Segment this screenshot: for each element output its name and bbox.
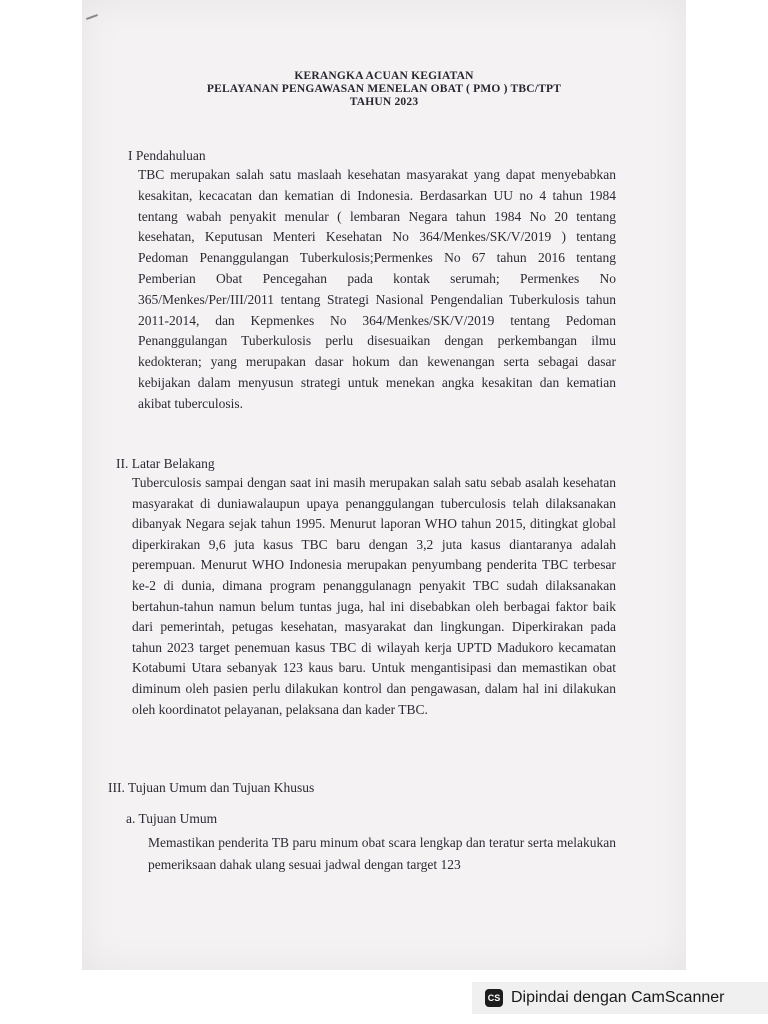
title-line-2: PELAYANAN PENGAWASAN MENELAN OBAT ( PMO ) TBC/TPT — [206, 83, 562, 95]
camscanner-badge — [472, 982, 768, 1014]
section-3-heading: III. Tujuan Umum dan Tujuan Khusus — [108, 780, 315, 795]
section-1-heading: I Pendahuluan — [128, 148, 206, 163]
subsection-a-heading: a. Tujuan Umum — [126, 811, 218, 826]
title-line-1: KERANGKA ACUAN KEGIATAN — [294, 70, 474, 82]
subsection-a-paragraph: Memastikan penderita TB paru minum obat scara lengkap dan teratur serta melakukan pemeriksaan dahak ulang sesuai jadwal dengan target 123 — [148, 835, 616, 872]
section-1-paragraph: TBC merupakan salah satu maslaah kesehatan masyarakat yang dapat menyebabkan kesakitan, kecacatan dan kematian di Indonesia. Berdasarkan UU no 4 tahun 1984 tentang wabah penyakit menular ( lembaran Negara tahun 1984 No 20 tentang kesehatan, Keputusan Menteri Kesehatan No 364/Menkes/SK/V/2019 ) tentang Pedoman Penanggulangan Tuberkulosis;Permenkes No 67 tahun 2016 tentang Pemberian Obat Pencegahan pada kontak serumah; Permenkes No 365/Menkes/Per/III/2011 tentang Strategi Nasional Pengendalian Tuberkulosis tahun 2011-2014, dan Kepmenkes No 364/Menkes/SK/V/2019 tentang Pedoman Penanggulangan Tuberkulosis perlu disesuaikan dengan perkembangan ilmu kedokteran; yang merupakan dasar hokum dan kewenangan serta sebagai dasar kebijakan dalam menyusun strategi untuk menekan angka kesakitan dan kematian akibat tuberculosis. — [138, 167, 616, 411]
camscanner-label: Dipindai dengan CamScanner — [511, 989, 725, 1006]
section-2-heading: II. Latar Belakang — [116, 456, 215, 471]
title-line-3: TAHUN 2023 — [349, 96, 419, 108]
camscanner-logo-icon: CS — [485, 989, 503, 1007]
section-2-paragraph: Tuberculosis sampai dengan saat ini masih merupakan salah satu sebab asalah kesehatan masyarakat di duniawalaupun upaya penanggulangan tuberculosis telah dilaksanakan dibanyak Negara sejak tahun 1995. Menurut laporan WHO tahun 2015, ditingkat global diperkirakan 9,6 juta kasus TBC baru dengan 3,2 juta kasus diantaranya adalah perempuan. Menurut WHO Indonesia merupakan penyumbang penderita TBC terbesar ke-2 di dunia, dimana program penanggulanagn penyakit TBC sudah dilaksanakan bertahun-tahun namun belum tuntas juga, hal ini disebabkan oleh berbagai faktor baik dari pemerintah, petugas kesehatan, masyarakat dan lingkungan. Diperkirakan pada tahun 2023 target penemuan kasus TBC di wilayah kerja UPTD Madukoro kecamatan Kotabumi Utara sebanyak 123 kaus baru. Untuk mengantisipasi dan memastikan obat diminum oleh pasien perlu dilakukan kontrol dan pengawasan, dalam hal ini dilakukan oleh koordinatot pelayanan, pelaksana dan kader TBC. — [132, 475, 616, 717]
